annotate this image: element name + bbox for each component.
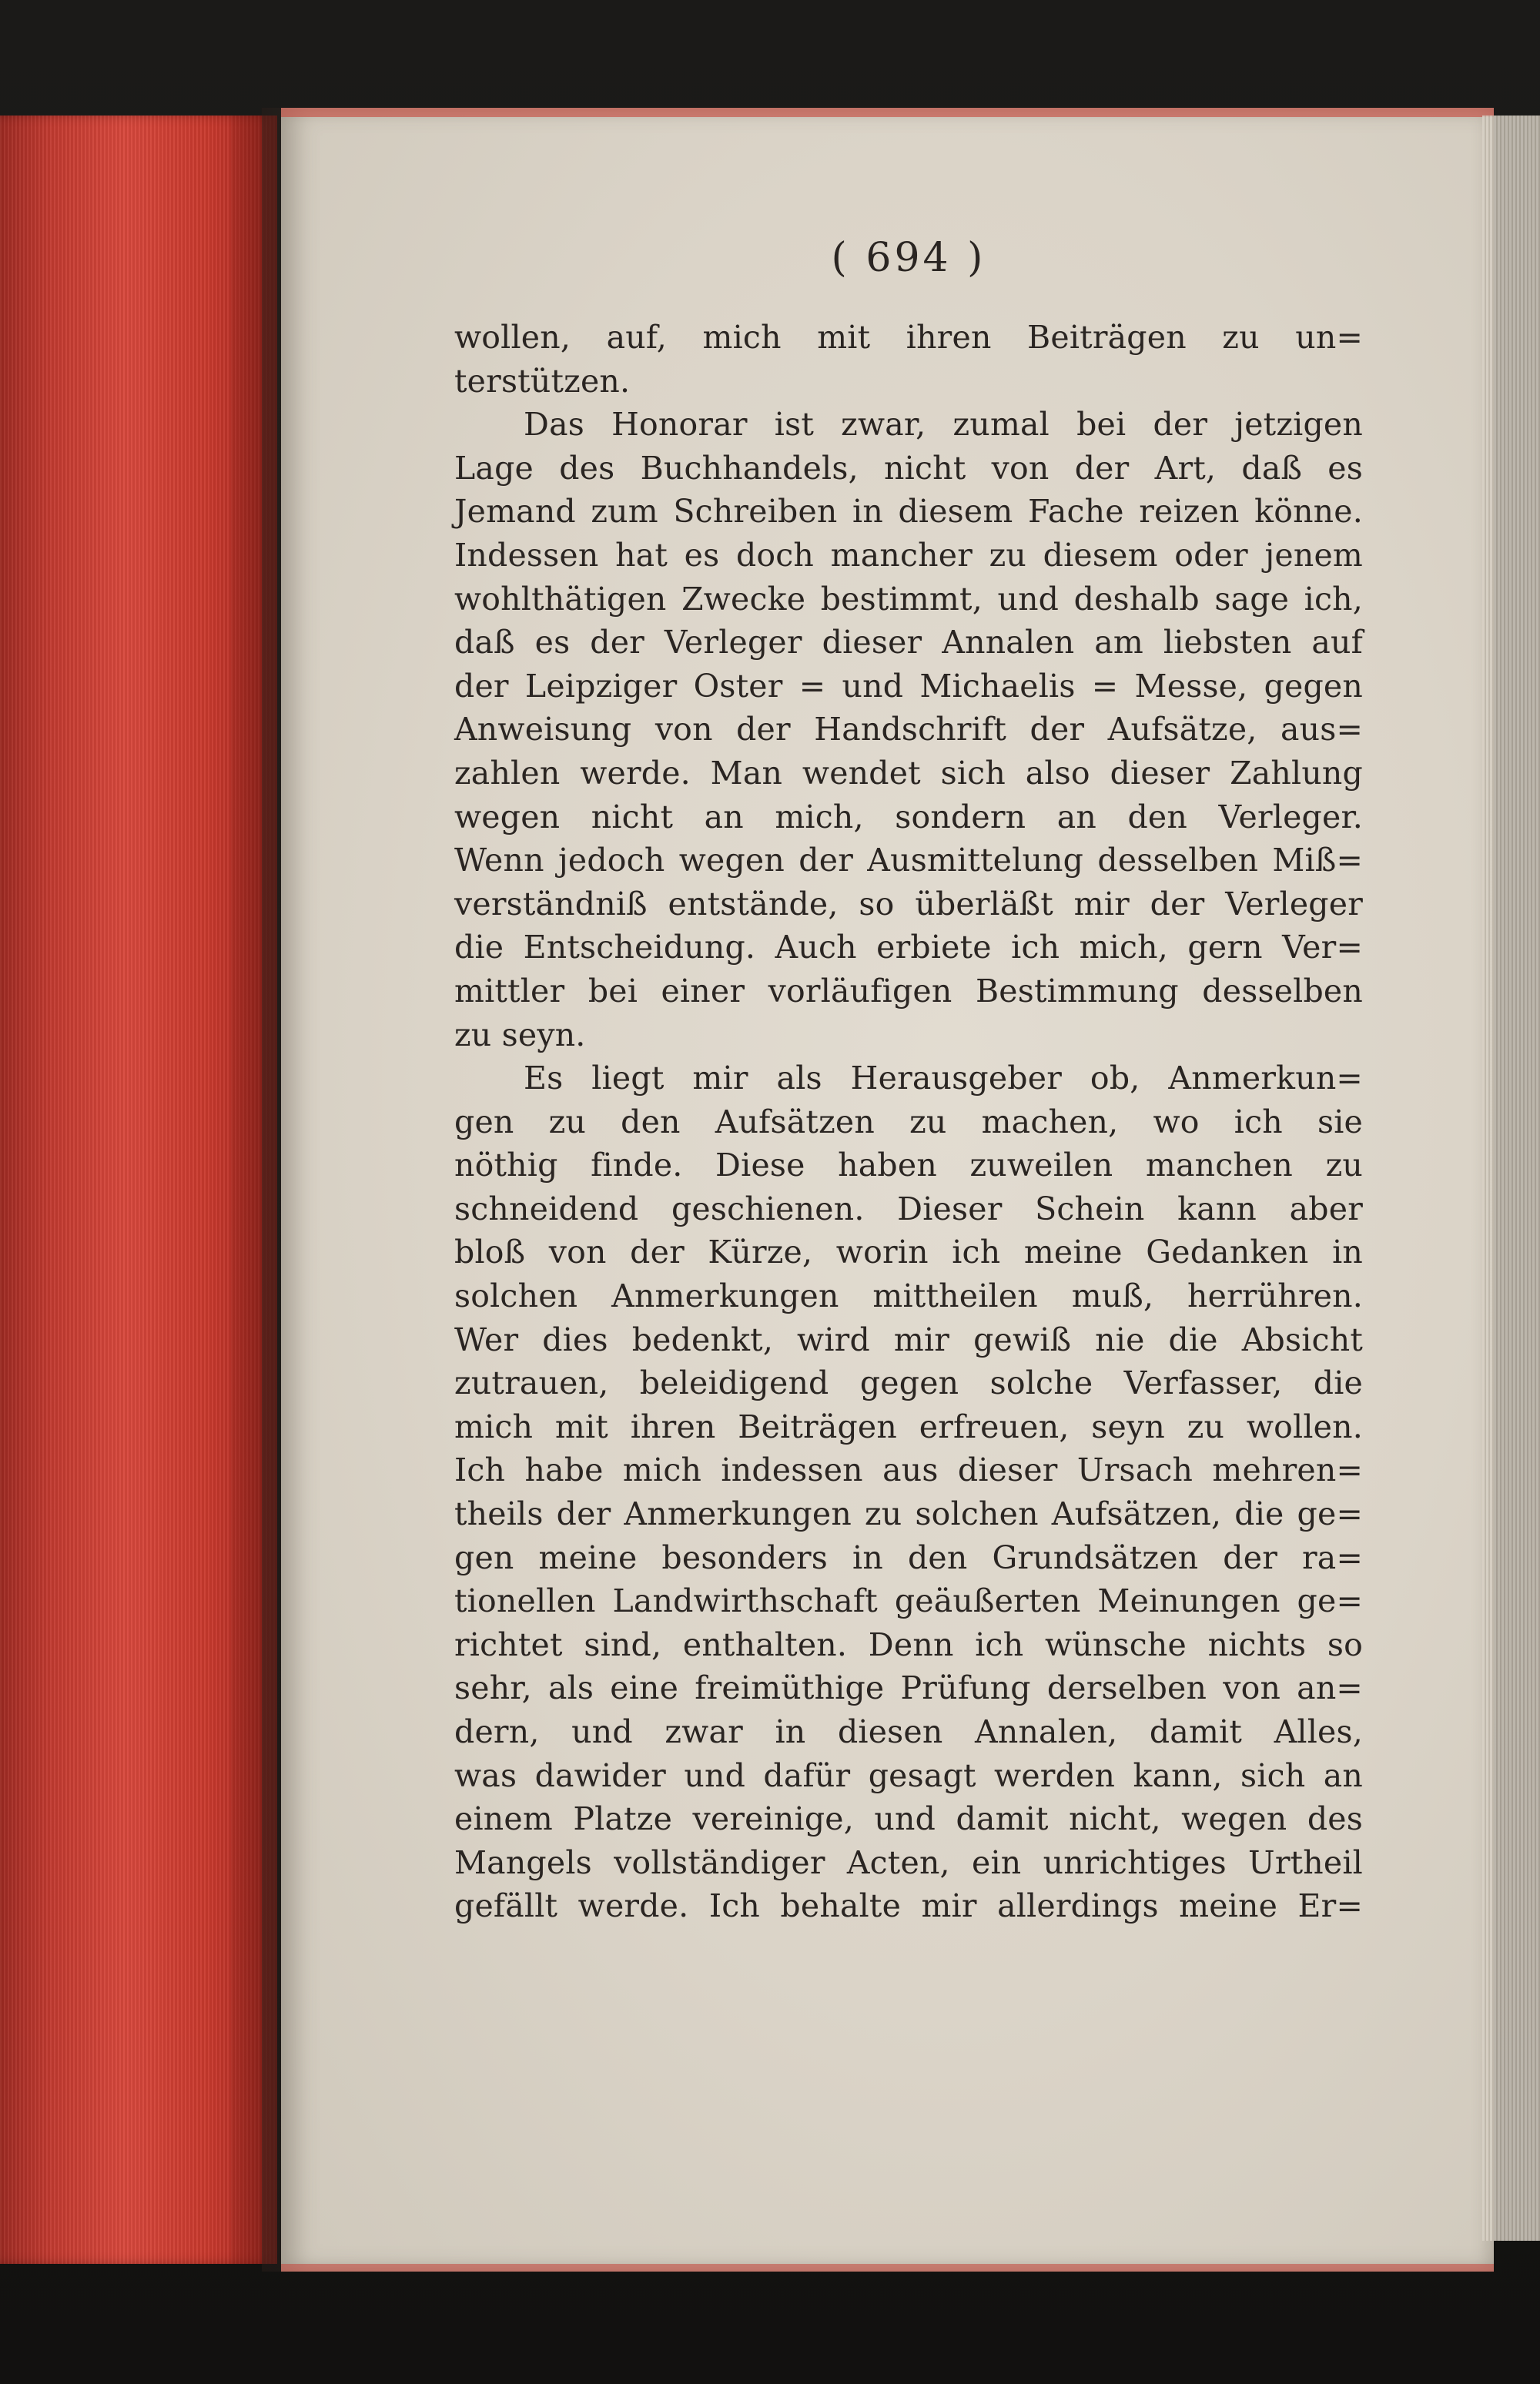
text-line: theils der Anmerkungen zu solchen Aufsätzen, die ge= (454, 1495, 1363, 1533)
text-line: richtet sind, enthalten. Denn ich wünsche nichts so (454, 1626, 1363, 1663)
text-line: Wenn jedoch wegen der Ausmittelung desselben Miß= (454, 842, 1363, 879)
text-line: Jemand zum Schreiben in diesem Fache reizen könne. (454, 493, 1363, 531)
text-line: nöthig finde. Diese haben zuweilen manchen zu (454, 1147, 1363, 1184)
text-line: Anweisung von der Handschrift der Aufsätze, aus= (454, 711, 1363, 748)
text-line: gefällt werde. Ich behalte mir allerdings meine Er= (454, 1887, 1363, 1925)
text-line: Mangels vollständiger Acten, ein unrichtiges Urtheil (454, 1843, 1363, 1881)
text-line: wollen, auf, mich mit ihren Beiträgen zu un= (454, 319, 1363, 356)
page-top-edge (281, 108, 1494, 117)
text-line: gen zu den Aufsätzen zu machen, wo ich sie (454, 1103, 1363, 1140)
text-line: Wer dies bedenkt, wird mir gewiß nie die Absicht (454, 1321, 1363, 1358)
text-line: zu seyn. (454, 1016, 586, 1053)
text-line: sehr, als eine freimüthige Prüfung derselben von an= (454, 1669, 1363, 1707)
page-text (454, 231, 1363, 1928)
text-line: Es liegt mir als Herausgeber ob, Anmerkun= (524, 1060, 1363, 1097)
text-line: bloß von der Kürze, worin ich meine Gedanken in (454, 1234, 1363, 1271)
text-line: solchen Anmerkungen mittheilen muß, herrühren. (454, 1277, 1363, 1315)
text-line: zahlen werde. Man wendet sich also dieser Zahlung (454, 754, 1363, 792)
text-line: Das Honorar ist zwar, zumal bei der jetzigen (524, 406, 1363, 444)
text-line: verständniß entstände, so überläßt mir der Verleger (454, 885, 1363, 922)
right-page-stack (1482, 116, 1540, 2241)
text-line: Ich habe mich indessen aus dieser Ursach mehren= (454, 1451, 1363, 1489)
text-line: gen meine besonders in den Grundsätzen der ra= (454, 1539, 1363, 1576)
text-line: einem Platze vereinige, und damit nicht, wegen des (454, 1800, 1363, 1838)
text-line: wohlthätigen Zwecke bestimmt, und deshalb sage ich, (454, 580, 1363, 618)
page-bottom-edge (281, 2264, 1494, 2272)
text-line: mittler bei einer vorläufigen Bestimmung desselben (454, 972, 1363, 1010)
text-line: schneidend geschienen. Dieser Schein kann aber (454, 1190, 1363, 1227)
text-line: daß es der Verleger dieser Annalen am liebsten auf (454, 624, 1363, 661)
text-line: zutrauen, beleidigend gegen solche Verfasser, die (454, 1364, 1363, 1402)
text-line: was dawider und dafür gesagt werden kann, sich an (454, 1756, 1363, 1794)
text-line: terstützen. (454, 362, 631, 400)
text-line: Indessen hat es doch mancher zu diesem oder jenem (454, 536, 1363, 574)
page-number-header: ( 694 ) (831, 235, 986, 281)
text-line: tionellen Landwirthschaft geäußerten Meinungen ge= (454, 1582, 1363, 1620)
text-line: die Entscheidung. Auch erbiete ich mich, gern Ver= (454, 929, 1363, 966)
text-line: der Leipziger Oster = und Michaelis = Messe, gegen (454, 667, 1363, 705)
text-line: mich mit ihren Beiträgen erfreuen, seyn zu wollen. (454, 1408, 1363, 1445)
text-line: dern, und zwar in diesen Annalen, damit Alles, (454, 1713, 1363, 1750)
text-line: wegen nicht an mich, sondern an den Verleger. (454, 798, 1363, 835)
text-line: Lage des Buchhandels, nicht von der Art, daß es (454, 449, 1363, 487)
